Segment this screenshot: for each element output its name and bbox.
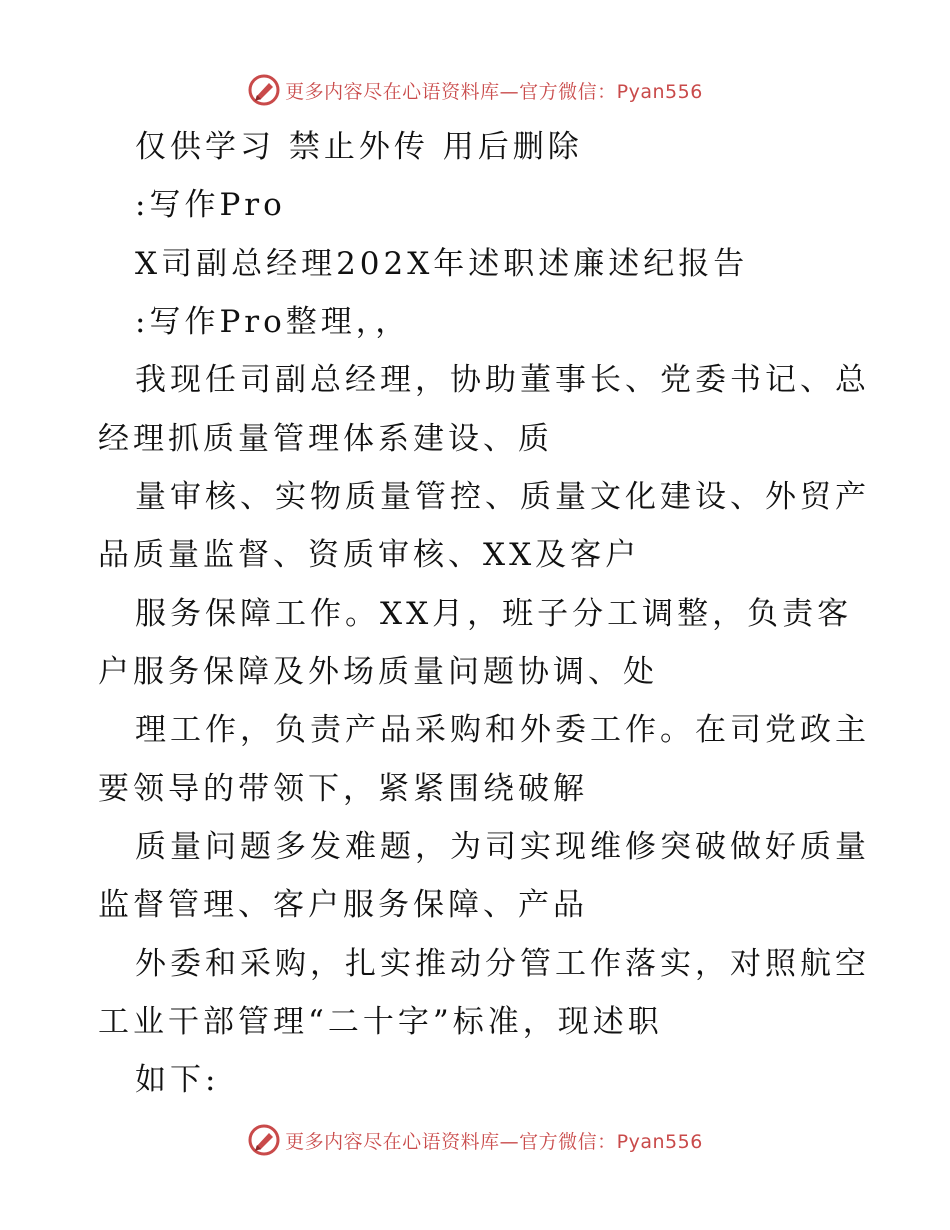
watermark-text: 更多内容尽在心语资料库—官方微信：Pyan556: [285, 80, 703, 103]
doc-line-14: 监督管理、客户服务保障、产品: [98, 887, 588, 923]
watermark-banner-top: [0, 70, 950, 110]
doc-title: X司副总经理202X年述职述廉述纪报告: [135, 246, 749, 282]
doc-line-17: 如下:: [135, 1062, 220, 1098]
doc-line-15: 外委和采购，扎实推动分管工作落实，对照航空: [135, 946, 870, 982]
doc-line-9: 服务保障工作。XX月，班子分工调整，负责客: [135, 596, 853, 632]
doc-line-8: 品质量监督、资质审核、XX及客户: [98, 537, 641, 573]
doc-line-5: 我现任司副总经理，协助董事长、党委书记、总: [135, 362, 870, 398]
pen-logo-icon: [247, 73, 281, 107]
doc-line-11: 理工作，负责产品采购和外委工作。在司党政主: [135, 712, 870, 748]
doc-line-1: 仅供学习 禁止外传 用后删除: [135, 129, 583, 165]
doc-line-10: 户服务保障及外场质量问题协调、处: [98, 654, 658, 690]
doc-line-2: :写作Pro: [135, 187, 286, 223]
doc-line-6: 经理抓质量管理体系建设、质: [98, 421, 553, 457]
doc-line-4: :写作Pro整理，，: [135, 304, 411, 340]
doc-line-7: 量审核、实物质量管控、质量文化建设、外贸产: [135, 479, 870, 515]
doc-line-13: 质量问题多发难题，为司实现维修突破做好质量: [135, 829, 870, 865]
watermark-banner-bottom: [0, 1120, 950, 1160]
watermark-text: 更多内容尽在心语资料库—官方微信：Pyan556: [285, 1130, 703, 1153]
pen-logo-icon: [247, 1123, 281, 1157]
doc-line-12: 要领导的带领下，紧紧围绕破解: [98, 771, 588, 807]
doc-line-16: 工业干部管理“二十字”标准，现述职: [98, 1004, 663, 1040]
